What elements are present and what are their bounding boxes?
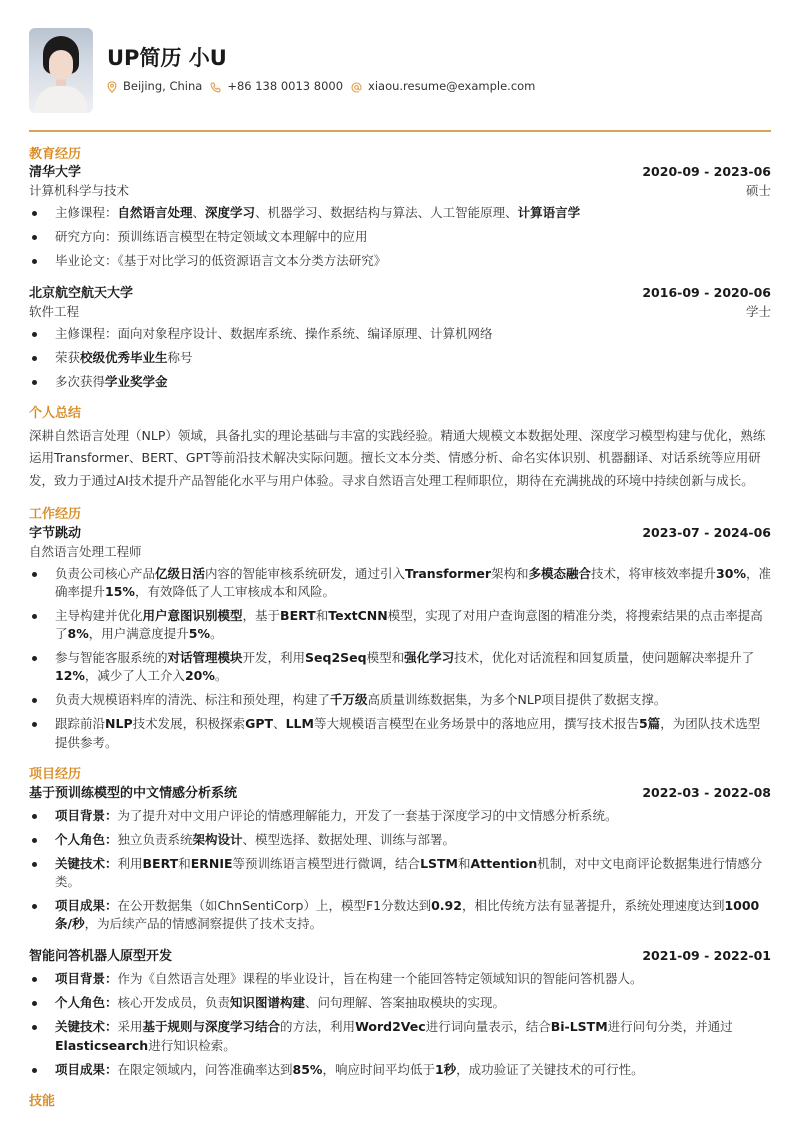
candidate-name: UP简历 小U [107,46,227,71]
bullet-item: 毕业论文：《基于对比学习的低资源语言文本分类方法研究》 [29,252,771,270]
bullet-item: 主修课程：自然语言处理、深度学习、机器学习、数据结构与算法、人工智能原理、计算语言学 [29,204,771,222]
bullet-item: 个人角色：核心开发成员，负责知识图谱构建、问句理解、答案抽取模块的实现。 [29,994,771,1012]
bullet-item: 项目背景：为了提升对中文用户评论的情感理解能力，开发了一套基于深度学习的中文情感分析系统。 [29,807,771,825]
at-sign-icon [351,82,362,93]
contact-email [351,78,535,95]
bullet-list [29,204,771,270]
date-range: 2016-09 - 2020-06 [642,285,771,301]
header-divider [29,130,771,132]
major: 软件工程 [29,304,80,320]
bullet-item: 项目成果：在公开数据集（如ChnSentiCorp）上，模型F1分数达到0.92，相比传统方法有显著提升，系统处理速度达到1000条/秒，为后续产品的情感洞察提供了技术支持。 [29,897,771,933]
summary-text: 深耕自然语言处理（NLP）领域，具备扎实的理论基础与丰富的实践经验。精通大规模文本数据处理、深度学习模型构建与优化，熟练运用Transformer、BERT、GPT等前沿技术解决实际问题。擅长文本分类、情感分析、命名实体识别、机器翻译、对话系统等应用研发，致力于通过AI技术提升产品智能化水平与用户体验。寻求自然语言处理工程师职位，期待在充满挑战的环境中持续创新与成长。 [29,427,766,488]
education-entry [29,163,771,270]
bullet-item: 项目成果：在限定领域内，问答准确率达到85%，响应时间平均低于1秒，成功验证了关键技术的可行性。 [29,1061,771,1079]
bullet-item: 研究方向：预训练语言模型在特定领域文本理解中的应用 [29,228,771,246]
bullet-item: 负责大规模语料库的清洗、标注和预处理，构建了千万级高质量训练数据集，为多个NLP项目提供了数据支撑。 [29,691,771,709]
bullet-item: 项目背景：作为《自然语言处理》课程的毕业设计，旨在构建一个能回答特定领域知识的智能问答机器人。 [29,970,771,988]
email-text: xiaou.resume@example.com [368,79,536,94]
location-pin-icon [107,81,117,93]
section-title-projects: 项目经历 [29,766,82,782]
bullet-item: 主修课程：面向对象程序设计、数据库系统、操作系统、编译原理、计算机网络 [29,325,771,343]
section-title-education: 教育经历 [29,146,82,162]
bullet-item: 参与智能客服系统的对话管理模块开发，利用Seq2Seq模型和强化学习技术，优化对话流程和回复质量，使问题解决率提升了12%，减少了人工介入20%。 [29,649,771,685]
header-info [107,46,543,95]
bullet-item: 多次获得学业奖学金 [29,373,771,391]
contact-location [107,78,202,95]
avatar [29,28,93,113]
phone-icon [210,82,221,93]
section-title-work: 工作经历 [29,507,82,523]
resume-header [29,0,771,128]
work-entry [29,524,771,752]
bullet-list [29,565,771,752]
bullet-item: 跟踪前沿NLP技术发展，积极探索GPT、LLM等大规模语言模型在业务场景中的落地应用，撰写技术报告5篇，为团队技术选型提供参考。 [29,715,771,751]
bullet-item: 关键技术：采用基于规则与深度学习结合的方法，利用Word2Vec进行词向量表示，结合Bi-LSTM进行问句分类，并通过Elasticsearch进行知识检索。 [29,1018,771,1054]
project-entry [29,784,771,934]
school-name: 北京航空航天大学 [29,286,134,302]
job-title: 自然语言处理工程师 [29,544,142,560]
bullet-item: 荣获校级优秀毕业生称号 [29,349,771,367]
major: 计算机科学与技术 [29,183,130,199]
project-entry [29,947,771,1079]
section-title-summary: 个人总结 [29,405,82,421]
contact-phone [210,78,343,95]
degree: 学士 [745,304,771,320]
bullet-item: 负责公司核心产品亿级日活内容的智能审核系统研发，通过引入Transformer架构和多模态融合技术，将审核效率提升30%，准确率提升15%，有效降低了人工审核成本和风险。 [29,565,771,601]
contact-list [107,78,543,95]
date-range: 2021-09 - 2022-01 [642,948,771,964]
bullet-list [29,807,771,934]
project-name: 基于预训练模型的中文情感分析系统 [29,785,238,801]
date-range: 2022-03 - 2022-08 [642,784,771,800]
education-entry [29,284,771,391]
bullet-list [29,970,771,1079]
company-name: 字节跳动 [29,526,82,542]
location-text: Beijing, China [123,79,203,94]
bullet-item: 关键技术：利用BERT和ERNIE等预训练语言模型进行微调，结合LSTM和Attention机制，对中文电商评论数据集进行情感分类。 [29,855,771,891]
section-title-skills: 技能 [29,1093,56,1109]
bullet-item: 个人角色：独立负责系统架构设计、模型选择、数据处理、训练与部署。 [29,831,771,849]
school-name: 清华大学 [29,165,82,181]
bullet-item: 主导构建并优化用户意图识别模型，基于BERT和TextCNN模型，实现了对用户查询意图的精准分类，将搜索结果的点击率提高了8%，用户满意度提升5%。 [29,607,771,643]
date-range: 2023-07 - 2024-06 [642,525,771,541]
bullet-list [29,325,771,391]
project-name: 智能问答机器人原型开发 [29,949,173,965]
phone-text: +86 138 0013 8000 [227,79,344,94]
degree: 硕士 [745,183,771,199]
date-range: 2020-09 - 2023-06 [642,164,771,180]
